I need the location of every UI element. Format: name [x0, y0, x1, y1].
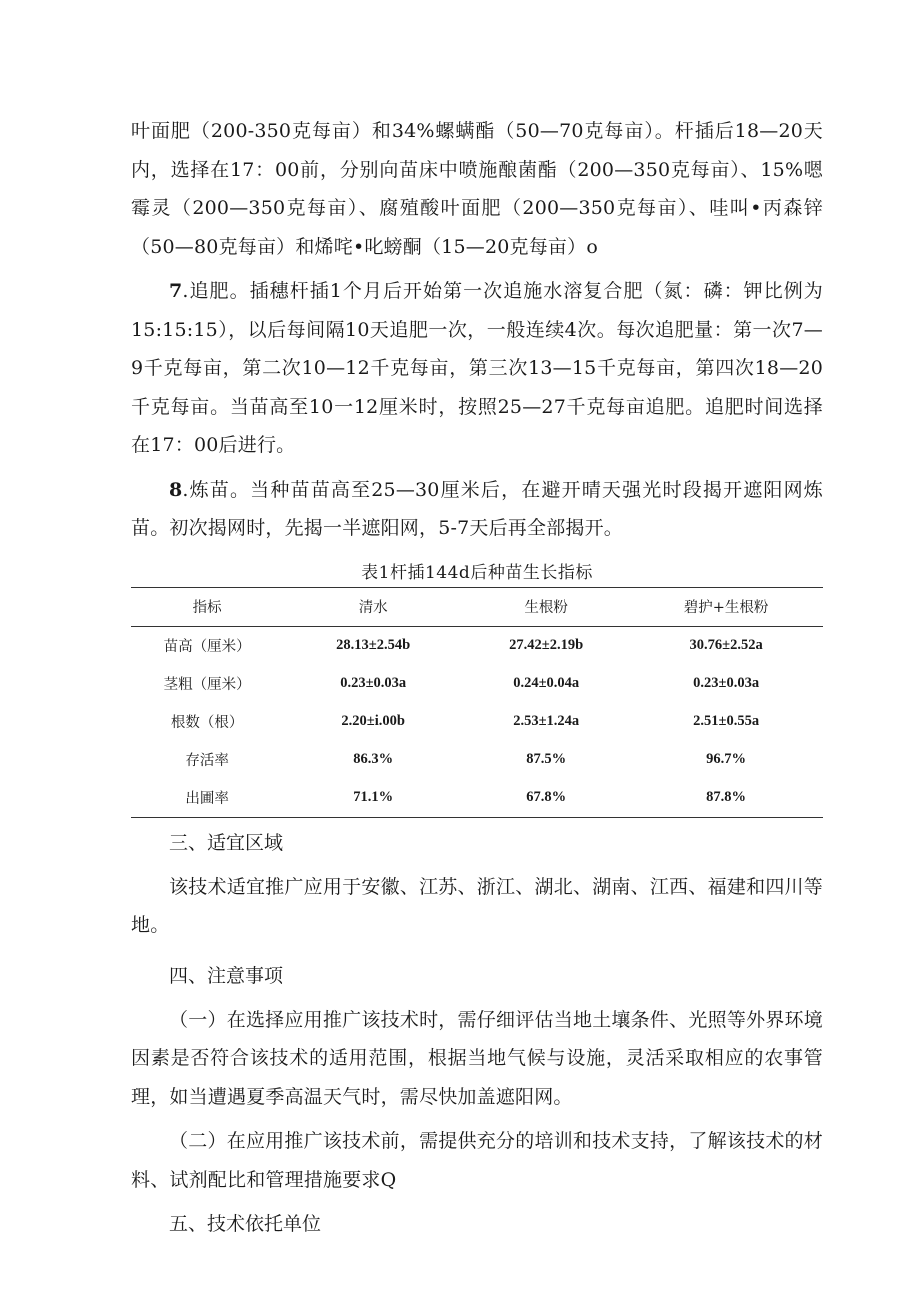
- table-row: [131, 626, 823, 665]
- table-row: [131, 665, 823, 703]
- table-cell: 30.76±2.52a: [689, 637, 763, 653]
- paragraph-topdressing: [131, 272, 823, 465]
- precaution-item-2: （二）在应用推广该技术前，需提供充分的培训和技术支持，了解该技术的材料、试剂配比和管理措施要求Q: [131, 1130, 823, 1191]
- row-label: 存活率: [185, 753, 229, 769]
- table-cell: 86.3%: [353, 751, 394, 767]
- paragraph-hardening: [131, 471, 823, 548]
- item-number-8: 8: [169, 478, 183, 501]
- hardening-text: .炼苗。当种苗苗高至25—30厘米后，在避开晴天强光时段揭开遮阳网炼苗。初次揭网时，先揭一半遮阳网，5-7天后再全部揭开。: [131, 478, 823, 539]
- table-cell: 27.42±2.19b: [509, 637, 584, 653]
- section-heading-supporting-unit: 五、技术依托单位: [169, 1213, 322, 1235]
- topdressing-text: .追肥。插穗杆插1个月后开始第一次追施水溶复合肥（氮：磷：钾比例为15:15:15），以后每间隔10天追肥一次，一般连续4次。每次追肥量：第一次7—9千克每亩，第二次10—12千克每亩，第三次13—15千克每亩，第四次18—20千克每亩。当苗高至10一12厘米时，按照25—27千克每亩追肥。追肥时间选择在17：00后进行。: [131, 280, 823, 456]
- table-cell: 28.13±2.54b: [336, 637, 411, 653]
- table-cell: 0.23±0.03a: [340, 675, 407, 691]
- table-cell: 2.51±0.55a: [693, 713, 760, 729]
- row-label: 根数（根）: [170, 715, 244, 731]
- table-cell: 71.1%: [283, 779, 463, 818]
- table-header-row: [131, 587, 823, 626]
- table-caption: 表1杆插144d后种苗生长指标: [361, 562, 593, 583]
- precaution-item-1: （一）在选择应用推广该技术时，需仔细评估当地土壤条件、光照等外界环境因素是否符合该技术的适用范围，根据当地气候与设施，灵活采取相应的农事管理，如当遭遇夏季高温天气时，需尽快加盖遮阳网。: [131, 1008, 823, 1108]
- row-label: 苗高（厘米）: [163, 639, 251, 655]
- table-row: [131, 703, 823, 741]
- table-header-cell: 清水: [283, 587, 463, 626]
- table-cell: 67.8%: [463, 779, 629, 818]
- table-cell: 87.8%: [629, 779, 823, 818]
- item-number-7: 7: [169, 280, 183, 302]
- paragraph-continued: 叶面肥（200-350克每亩）和34%螺螨酯（50—70克每亩）。杆插后18—20天内，选择在17：00前，分别向苗床中喷施酿菌酯（200—350克每亩）、15%嗯霉灵（200—350克每亩）、腐殖酸叶面肥（200—350克每亩）、哇叫•丙森锌（50—80克每亩）和烯咤•叱螃酮（15—20克每亩）o: [131, 120, 823, 258]
- section-heading-suitable-region: 三、适宜区域: [169, 831, 284, 854]
- table-cell: 0.23±0.03a: [693, 675, 760, 691]
- table-cell: 87.5%: [526, 751, 567, 767]
- table-cell: 0.24±0.04a: [513, 675, 580, 691]
- table-cell: 96.7%: [706, 751, 747, 767]
- row-label: 出圃率: [131, 779, 283, 818]
- table-header-cell: 生根粉: [463, 587, 629, 626]
- section-heading-precautions: 四、注意事项: [169, 964, 284, 987]
- table-row: [131, 741, 823, 779]
- table-header-cell: 指标: [131, 587, 283, 626]
- table-row: [131, 779, 823, 818]
- growth-index-table: [131, 587, 823, 818]
- row-label: 茎粗（厘米）: [163, 677, 251, 693]
- table-header-cell: 碧护+生根粉: [629, 587, 823, 626]
- table-cell: 2.53±1.24a: [513, 713, 580, 729]
- document-page: [131, 112, 823, 1243]
- table-cell: 2.20±i.00b: [341, 713, 405, 729]
- suitable-region-text: 该技术适宜推广应用于安徽、江苏、浙江、湖北、湖南、江西、福建和四川等地。: [131, 875, 823, 936]
